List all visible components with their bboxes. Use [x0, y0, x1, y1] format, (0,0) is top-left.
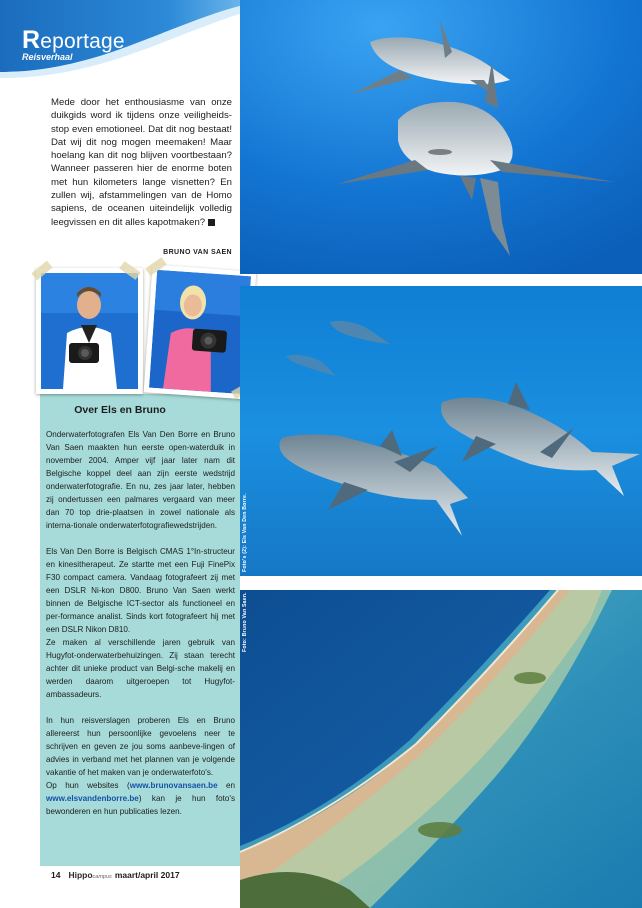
info-paragraph-websites: Op hun websites (www.brunovansaen.be en www.elsvandenborre.be) kan je hun foto's bewonderen en hun publicaties lezen.	[46, 781, 235, 816]
issue-date: maart/april 2017	[114, 870, 180, 880]
photo-credit-middle: Foto's (2): Els Van Den Borre.	[242, 493, 248, 572]
shark-photo-image	[240, 0, 642, 274]
portrait-els-image	[149, 270, 251, 394]
info-paragraph: Ze maken al verschillende jaren gebruik van Hugyfot-onderwaterbehuizingen. Zij staan terecht achter dit unieke product van Belgi-sche makelij en werden daarom uitgeroepen tot Hugyfot-ambassadeurs.	[46, 638, 235, 699]
photo-atoll-aerial	[240, 590, 642, 908]
website-link-els[interactable]: www.elsvandenborre.be	[46, 794, 139, 803]
section-subtitle: Reisverhaal	[22, 52, 73, 62]
page-number: 14	[51, 870, 61, 880]
photo-sharks-middle	[240, 286, 642, 576]
portrait-bruno-image	[41, 273, 138, 389]
info-paragraph: Els Van Den Borre is Belgisch CMAS 1°In-structeur en kinesitherapeut. Ze startte met een Fuji FinePix F30 compact camera. Vandaag fotografeert zij met een DSLR Ni-kon D800. Bruno Van Saen werkt binnen de Belgische ICT-sector als functioneel en per-formance analist. Sinds kort fotografeert hij met een DSLR Nikon D810.	[46, 547, 235, 634]
intro-paragraph	[51, 96, 232, 229]
section-title: Reportage	[22, 26, 125, 54]
photo-credit-bottom: Foto: Bruno Van Saen.	[242, 592, 248, 652]
photo-sharks-top	[240, 0, 642, 274]
magazine-subname: campus	[92, 874, 112, 880]
info-box-title: Over Els en Bruno	[74, 404, 166, 416]
atoll-aerial-image	[240, 590, 642, 908]
page-footer	[51, 870, 180, 880]
polaroid-bruno	[36, 268, 143, 394]
info-paragraph: In hun reisverslagen proberen Els en Bruno allereerst hun persoonlijke gevoelens neer te schrijven en geven ze jou soms aanbeve-lingen of advies in verband met het plannen van je volgende vakantie of het maken van je onderwaterfoto's.	[46, 716, 235, 777]
shark-school-image	[240, 286, 642, 576]
author-byline: BRUNO VAN SAEN	[163, 249, 232, 256]
magazine-name: Hippo	[68, 870, 93, 880]
info-box-text	[46, 428, 235, 818]
intro-text: Mede door het enthousiasme van onze duikgids word ik tijdens onze veiligheids-stop even emotioneel. Dat dit nog bestaat! Dat wij dit nog mogen meemaken! Maar hoelang kan dit nog blijven voortbestaan? Wanneer passeren hier de enorme boten met hun kilometers lange visnetten? En zullen wij, afstammelingen van de Homo sapiens, de oceanen uiteindelijk volledig leegvissen en dit alles kapotmaken?	[51, 97, 232, 228]
section-header	[0, 0, 240, 80]
website-link-bruno[interactable]: www.brunovansaen.be	[129, 781, 218, 790]
info-paragraph: Onderwaterfotografen Els Van Den Borre en Bruno Van Saen maakten hun eerste open-waterduik in november 2004. Amper vijf jaar later nam dit Belgische koppel deel aan zijn eerste wedstrijd onderwaterfotografie. En nu, zes jaar later, hebben zij ondertussen een palmares vergaard van meer dan 70 top drie-plaatsen in zowel nationale als interna-tionale onderwaterfotografiewedstrijden.	[46, 430, 235, 530]
end-mark-icon	[208, 219, 215, 226]
